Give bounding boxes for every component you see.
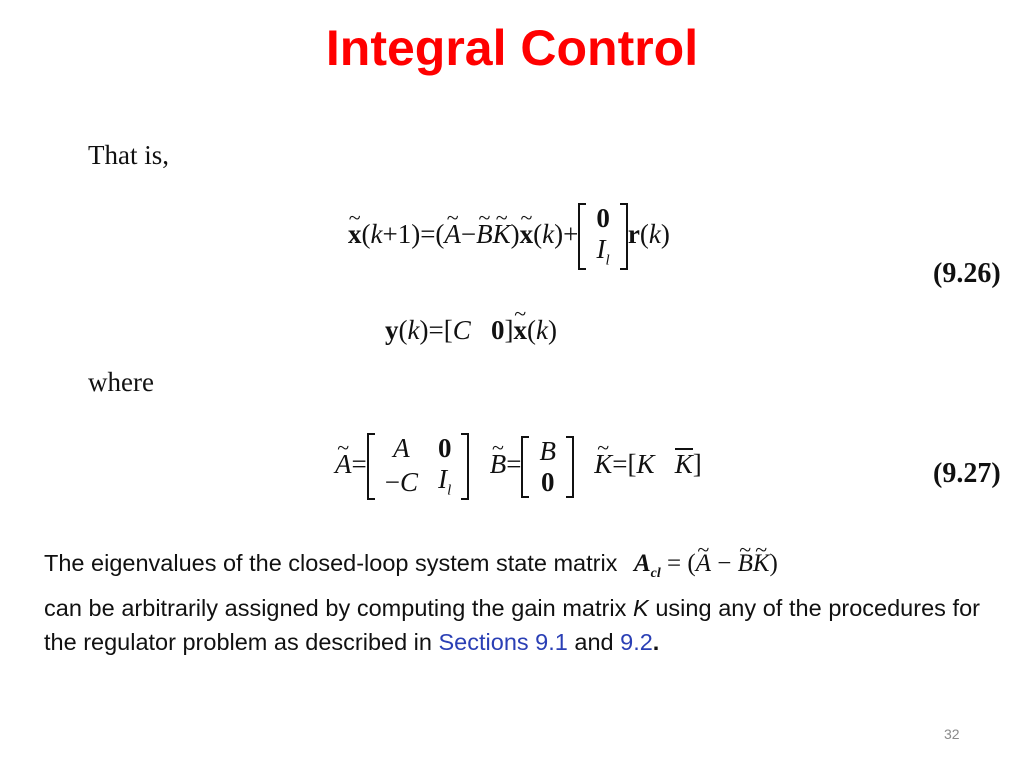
gain-matrix-symbol: K bbox=[633, 595, 649, 621]
paragraph-line2a: can be arbitrarily assigned by computing the gain matrix bbox=[44, 595, 633, 621]
equation-output: y(k)=[C 0]~ x(k) bbox=[385, 317, 557, 344]
where-text: where bbox=[88, 367, 154, 397]
sections-link[interactable]: Sections 9.1 bbox=[438, 629, 568, 655]
equation-number-927: (9.27) bbox=[933, 458, 1001, 489]
page-number: 32 bbox=[944, 726, 960, 742]
explanation-paragraph bbox=[44, 546, 980, 659]
closed-loop-matrix-formula: $A_{cl}$ = (~ A − ~ B~ K) bbox=[634, 547, 778, 591]
equation-augmented-matrices: ~ A= A 0 −C $I_l$ ~ B= B 0 ~ K=[K K] bbox=[335, 433, 702, 500]
paragraph-and: and bbox=[567, 629, 621, 655]
section-92-link[interactable]: 9.2 bbox=[620, 629, 653, 655]
equation-state-update: ~ x(k+1)=(~ A−~ B~ K)~ x(k)+ 0 $I_l$ r(k) bbox=[348, 203, 670, 270]
paragraph-line2b: using any of the procedures for the regulator problem as described in bbox=[44, 595, 980, 655]
equation-number-926: (9.26) bbox=[933, 258, 1001, 289]
paragraph-line1: The eigenvalues of the closed-loop system state matrix bbox=[44, 550, 618, 576]
slide-title: Integral Control bbox=[325, 20, 699, 76]
intro-text: That is, bbox=[88, 140, 169, 170]
paragraph-period: . bbox=[652, 629, 660, 655]
